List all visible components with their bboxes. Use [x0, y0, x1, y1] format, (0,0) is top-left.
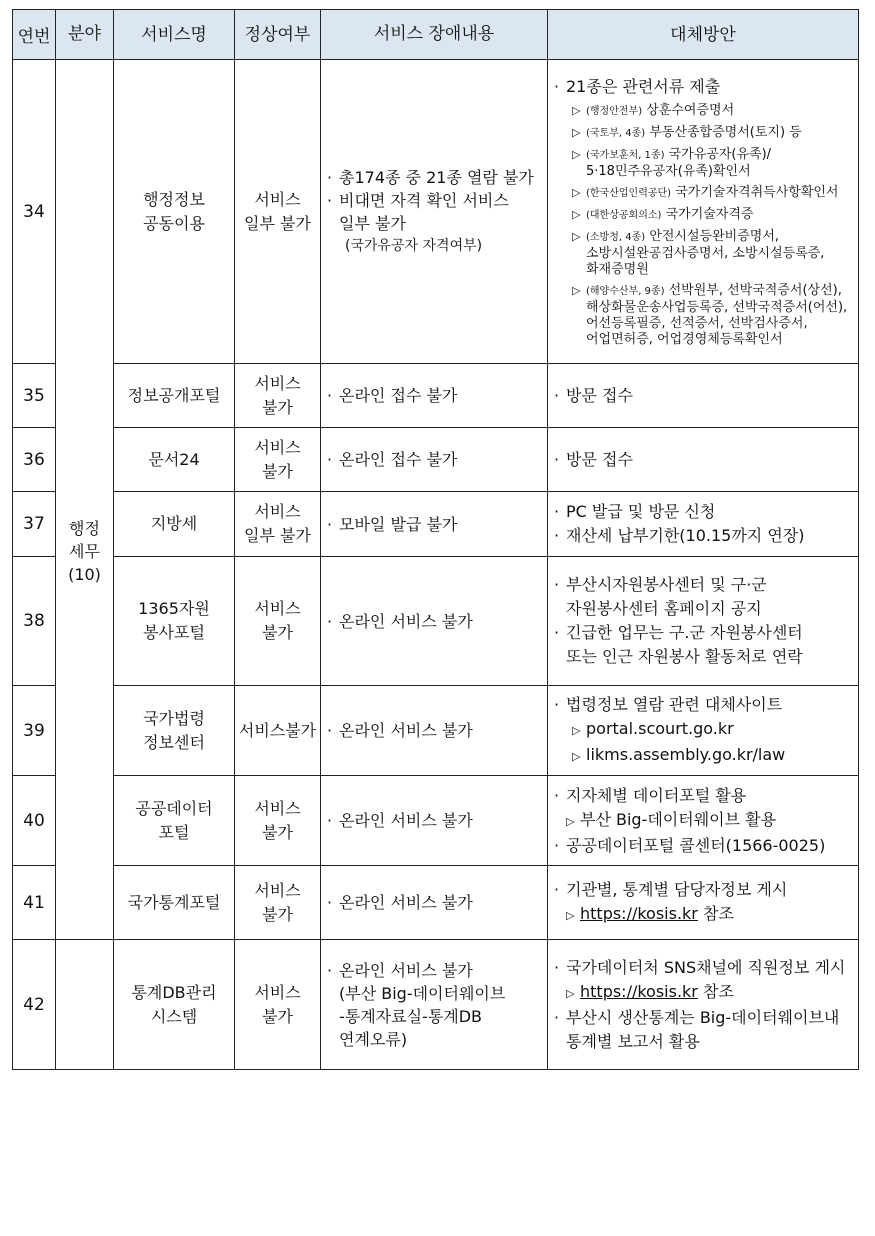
issue-text: · 온라인 서비스 불가	[321, 686, 548, 776]
table-row	[13, 686, 859, 776]
service-name: 1365자원 봉사포털	[114, 557, 235, 686]
status-text: 서비스불가	[235, 686, 321, 776]
row-number: 34	[13, 60, 56, 364]
row-number: 37	[13, 492, 56, 557]
field-cell-top	[56, 60, 114, 364]
table-row	[13, 428, 859, 492]
field-cell-bottom	[56, 866, 114, 940]
header-field: 분야	[56, 10, 114, 60]
status-text: 서비스 불가	[235, 776, 321, 866]
row-number: 42	[13, 940, 56, 1070]
row-number: 41	[13, 866, 56, 940]
issue-text: · 온라인 서비스 불가	[321, 776, 548, 866]
alternative-text: · 국가데이터처 SNS채널에 직원정보 게시 ▷ https://kosis.kr 참조 · 부산시 생산통계는 Big-데이터웨이브내 통계별 보고서 활용	[548, 940, 859, 1070]
header-service-name: 서비스명	[114, 10, 235, 60]
link-likms-assembly[interactable]: likms.assembly.go.kr/law	[586, 744, 786, 764]
service-name: 행정정보 공동이용	[114, 60, 235, 364]
service-outage-table	[12, 9, 859, 1070]
alternative-text: · PC 발급 및 방문 신청 · 재산세 납부기한(10.15까지 연장)	[548, 492, 859, 557]
link-portal-scourt[interactable]: portal.scourt.go.kr	[586, 718, 734, 738]
service-name: 공공데이터 포털	[114, 776, 235, 866]
service-name: 국가통계포털	[114, 866, 235, 940]
header-issue: 서비스 장애내용	[321, 10, 548, 60]
table-row	[13, 60, 859, 364]
table-row	[13, 940, 859, 1070]
status-text: 서비스 일부 불가	[235, 492, 321, 557]
service-name: 문서24	[114, 428, 235, 492]
row-number: 40	[13, 776, 56, 866]
table-row	[13, 364, 859, 428]
row-number: 35	[13, 364, 56, 428]
field-cell	[56, 428, 114, 492]
table-row	[13, 557, 859, 686]
link-kosis[interactable]: https://kosis.kr	[580, 903, 698, 923]
header-status: 정상여부	[235, 10, 321, 60]
row-number: 36	[13, 428, 56, 492]
row-number: 38	[13, 557, 56, 686]
alternative-text: · 21종은 관련서류 제출 ▷ (행정안전부) 상훈수여증명서 ▷ (국토부, 4종) 부동산종합증명서(토지) 등 ▷ (국가보훈처, 1종) 국가유공자(유족)/ 5·18민주유공자(유족)확인서 ▷ (한국산업인력공단) 국가기술자격취득사항확인서 ▷ (대한상공회의소) 국가기술자격증 ▷ (소방청, 4종) 안전시설등완비증명서, 소방시설완공검사증명서, 소방시설등록증, 화재증명원 ▷ (해양수산부, 9종) 선박원부, 선박국적증서(상선), 해상화물운송사업등록증, 선박국적증서(어선), 어선등록필증, 선적증서, 선박검사증서, 어업면허증, 어업경영체등록확인서	[548, 60, 859, 364]
field-cell-empty	[56, 940, 114, 1070]
issue-text: · 온라인 서비스 불가	[321, 557, 548, 686]
service-name: 정보공개포털	[114, 364, 235, 428]
field-cell	[56, 686, 114, 776]
issue-text: · 모바일 발급 불가	[321, 492, 548, 557]
status-text: 서비스 불가	[235, 364, 321, 428]
status-text: 서비스 불가	[235, 428, 321, 492]
service-name: 통계DB관리 시스템	[114, 940, 235, 1070]
header-alternative: 대체방안	[548, 10, 859, 60]
alternative-text: · 지자체별 데이터포털 활용 ▷ 부산 Big-데이터웨이브 활용 · 공공데이터포털 콜센터(1566-0025)	[548, 776, 859, 866]
service-name: 국가법령 정보센터	[114, 686, 235, 776]
table-row	[13, 492, 859, 557]
field-cell	[56, 776, 114, 866]
field-group-label: 행정 세무 (10)	[56, 557, 114, 686]
status-text: 서비스 불가	[235, 866, 321, 940]
alternative-text: · 기관별, 통계별 담당자정보 게시 ▷ https://kosis.kr 참조	[548, 866, 859, 940]
status-text: 서비스 일부 불가	[235, 60, 321, 364]
link-kosis[interactable]: https://kosis.kr	[580, 981, 698, 1001]
issue-text: · 온라인 서비스 불가 (부산 Big-데이터웨이브 -통계자료실-통계DB 연계오류)	[321, 940, 548, 1070]
alternative-text: · 방문 접수	[548, 428, 859, 492]
issue-text: · 온라인 접수 불가	[321, 364, 548, 428]
issue-text: · 온라인 서비스 불가	[321, 866, 548, 940]
alternative-text: · 방문 접수	[548, 364, 859, 428]
header-no: 연번	[13, 10, 56, 60]
status-text: 서비스 불가	[235, 940, 321, 1070]
table-header-row	[13, 10, 859, 60]
issue-text: · 온라인 접수 불가	[321, 428, 548, 492]
field-cell	[56, 364, 114, 428]
table-row	[13, 776, 859, 866]
alternative-text: · 법령정보 열람 관련 대체사이트 ▷ portal.scourt.go.kr ▷ likms.assembly.go.kr/law	[548, 686, 859, 776]
row-number: 39	[13, 686, 56, 776]
issue-text: · 총174종 중 21종 열람 불가 · 비대면 자격 확인 서비스 일부 불가 (국가유공자 자격여부)	[321, 60, 548, 364]
table-row	[13, 866, 859, 940]
alternative-text: · 부산시자원봉사센터 및 구·군 자원봉사센터 홈페이지 공지 · 긴급한 업무는 구.군 자원봉사센터 또는 인근 자원봉사 활동처로 연락	[548, 557, 859, 686]
status-text: 서비스 불가	[235, 557, 321, 686]
service-name: 지방세	[114, 492, 235, 557]
